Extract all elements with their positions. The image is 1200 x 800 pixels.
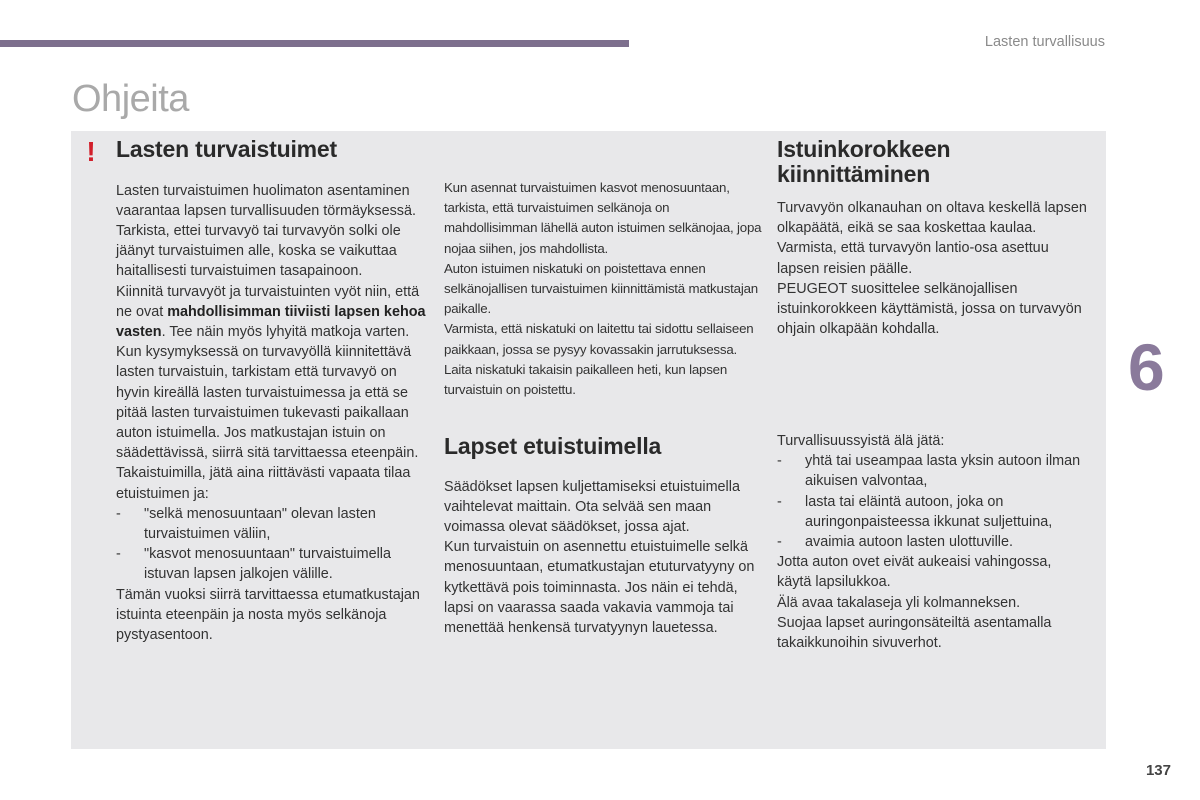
- section-title-front-seat: Lapset etuistuimella: [444, 433, 662, 459]
- column-safety-reasons: [777, 431, 1087, 653]
- list-item: [777, 492, 1087, 532]
- paragraph: Kun turvaistuin on asennettu etuistuimelle selkä menosuuntaan, etumatkustajan etuturvatyyny on kytkettävä pois toiminnasta. Jos näin ei tehdä, lapsi on vaarassa saada vakavia vammoja tai menettää henkensä turvatyynyn lauetessa.: [444, 539, 755, 636]
- paragraph: Varmista, että niskatuki on laitettu tai sidottu sellaiseen paikkaan, jossa se pysyy kovassakin jarrutuksessa.: [444, 321, 754, 357]
- section-body-booster-seat: [777, 198, 1087, 339]
- section-body-safety: [777, 431, 1087, 653]
- column-front-seat: [444, 434, 764, 638]
- list-dash: -: [777, 493, 782, 510]
- text-run: Kiinnitä turvavyöt ja turvaistuinten vyöt niin, että ne ovat: [116, 283, 420, 320]
- paragraph: Suojaa lapset auringonsäteiltä asentamalla takaikkunoihin sivuverhot.: [777, 614, 1052, 652]
- emphasis-text: mahdollisimman tiiviisti lapsen kehoa vasten: [116, 303, 426, 340]
- header-accent-bar: [0, 40, 629, 47]
- list-dash: -: [777, 453, 782, 470]
- column-child-seats: [116, 135, 434, 645]
- paragraph: Säädökset lapsen kuljettamiseksi etuistuimella vaihtelevat maittain. Ota selvää sen maan voimassa olevat säädökset, jossa ajat.: [444, 478, 740, 535]
- column-booster-seat: [777, 135, 1087, 339]
- page-number: 137: [1145, 762, 1171, 779]
- list-dash: -: [116, 546, 121, 563]
- column-seat-installation: [444, 178, 764, 400]
- list-item: [116, 504, 434, 544]
- paragraph: Älä avaa takalaseja yli kolmanneksen.: [777, 594, 1021, 611]
- section-body-installation: [444, 178, 764, 400]
- paragraph: PEUGEOT suosittelee selkänojallisen istuinkorokkeen käyttämistä, jossa on turvavyön ohjain olkapään kohdalla.: [777, 280, 1082, 338]
- paragraph: Laita niskatuki takaisin paikalleen heti, kun lapsen turvaistuin on poistettu.: [444, 361, 728, 398]
- list-dash: -: [116, 505, 121, 522]
- paragraph: Auton istuimen niskatuki on poistettava ennen selkänojallisen turvaistuimen kiinnittämistä matkustajan paikalle.: [444, 260, 758, 317]
- list-item: [116, 544, 434, 584]
- paragraph: Takaistuimilla, jätä aina riittävästi vapaata tilaa etuistuimen ja:: [116, 465, 411, 502]
- list-item: [777, 451, 1087, 491]
- text-run: . Tee näin myös lyhyitä matkoja varten.: [161, 323, 410, 340]
- paragraph: Kun asennat turvaistuimen kasvot menosuuntaan, tarkista, että turvaistuimen selkänoja on mahdollisimman lähellä auton istuimen selkänojaa, jopa nojaa siihen, jos mahdollista.: [444, 180, 762, 256]
- section-body-front-seat: [444, 477, 764, 639]
- list-item-text: yhtä tai useampaa lasta yksin autoon ilman aikuisen valvontaa,: [805, 453, 1081, 490]
- paragraph: Kun kysymyksessä on turvavyöllä kiinnitettävä lasten turvaistuin, tarkistam että turvavyö on hyvin kireällä lasten turvaistuimessa ja että se pitää lasten turvaistuimen tukevasti paikallaan auton istuimella. Jos matkustajan istuin on säädettävissä, siirrä sitä tarvittaessa eteenpäin.: [116, 344, 419, 462]
- paragraph: Turvavyön olkanauhan on oltava keskellä lapsen olkapäätä, eikä se saa koskettaa kaulaa.: [777, 200, 1087, 237]
- list-item-text: "selkä menosuuntaan" olevan lasten turvaistuimen väliin,: [144, 505, 376, 542]
- warning-icon: !: [86, 136, 96, 167]
- page-title: Ohjeita: [72, 78, 189, 120]
- list-dash: -: [777, 534, 782, 551]
- paragraph: Turvallisuussyistä älä jätä:: [777, 433, 945, 449]
- list-item-text: "kasvot menosuuntaan" turvaistuimella istuvan lapsen jalkojen välille.: [144, 546, 391, 583]
- paragraph: [116, 282, 434, 343]
- running-header: Lasten turvallisuus: [984, 34, 1105, 50]
- paragraph: Tämän vuoksi siirrä tarvittaessa etumatkustajan istuinta eteenpäin ja nosta myös selkänoja pystyasentoon.: [116, 586, 420, 643]
- paragraph: Jotta auton ovet eivät aukeaisi vahingossa, käytä lapsilukkoa.: [777, 554, 1052, 591]
- chapter-number: 6: [1128, 330, 1165, 404]
- list-item: [777, 532, 1087, 552]
- list-item-text: lasta tai eläintä autoon, joka on auringonpaisteessa ikkunat suljettuina,: [805, 493, 1053, 530]
- list-item-text: avaimia autoon lasten ulottuville.: [805, 534, 1013, 551]
- section-title-child-seats: Lasten turvaistuimet: [116, 136, 337, 162]
- section-title-booster-seat: Istuinkorokkeen kiinnittäminen: [777, 136, 951, 187]
- paragraph: Lasten turvaistuimen huolimaton asentaminen vaarantaa lapsen turvallisuuden törmäyksessä.: [116, 182, 416, 219]
- section-body-child-seats: [116, 181, 434, 646]
- paragraph: Tarkista, ettei turvavyö tai turvavyön solki ole jäänyt turvaistuimen alle, koska se vaikuttaa haitallisesti turvaistuimen tasapainoon.: [116, 222, 401, 280]
- paragraph: Varmista, että turvavyön lantio-osa asettuu lapsen reisien päälle.: [777, 240, 1049, 277]
